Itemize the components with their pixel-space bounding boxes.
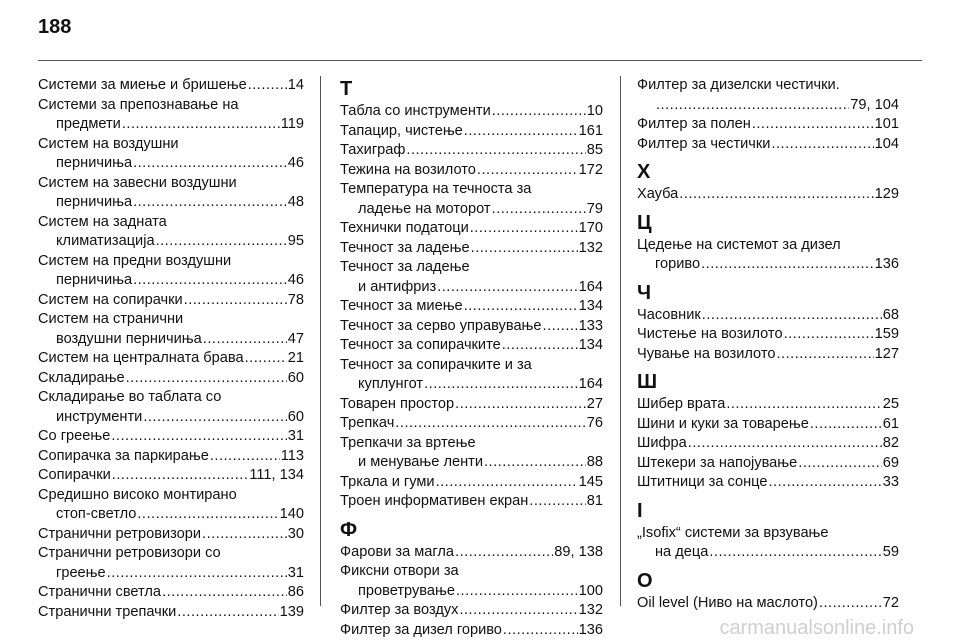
dot-leader bbox=[437, 278, 577, 298]
index-letter-heading: I bbox=[637, 499, 643, 522]
dot-leader bbox=[143, 408, 286, 428]
index-entry-page: 161 bbox=[578, 122, 603, 139]
index-entry-term: Течност за ладење bbox=[340, 239, 470, 256]
dot-leader bbox=[477, 161, 578, 181]
index-letter-heading: Т bbox=[340, 78, 353, 100]
index-entry-page: 164 bbox=[578, 376, 603, 392]
index-entry-page: 31 bbox=[287, 564, 304, 581]
index-entry-term: инструменти bbox=[56, 408, 143, 425]
index-letter-heading: Х bbox=[637, 161, 651, 183]
index-entry-page: 82 bbox=[882, 435, 899, 451]
index-entry-term: стоп-светло bbox=[56, 506, 137, 522]
index-entry bbox=[637, 76, 899, 96]
index-entry-term: перничиња bbox=[56, 272, 133, 288]
index-entry-page: 119 bbox=[280, 116, 304, 132]
dot-leader bbox=[455, 395, 586, 415]
index-entry-page: 33 bbox=[882, 474, 899, 490]
dot-leader bbox=[122, 115, 280, 135]
index-entry-term: Сопирачки bbox=[38, 467, 111, 483]
dot-leader bbox=[492, 200, 586, 220]
index-entry bbox=[38, 369, 304, 389]
dot-leader bbox=[436, 473, 578, 493]
index-entry-term: Сопирачка за паркирање bbox=[38, 447, 209, 464]
index-letter-heading: Ц bbox=[637, 211, 652, 234]
index-entry-page: 164 bbox=[578, 278, 603, 295]
dot-leader bbox=[112, 466, 249, 486]
index-entry-page: 72 bbox=[882, 594, 899, 611]
index-entry bbox=[38, 603, 304, 623]
index-entry-page: 85 bbox=[586, 142, 603, 158]
index-entry-term: Табла со инструменти bbox=[340, 103, 491, 119]
index-entry bbox=[340, 601, 603, 621]
index-entry-term: Шини и куки за товарење bbox=[637, 415, 809, 432]
index-entry-term: перничиња bbox=[56, 155, 133, 171]
index-entry-page: 133 bbox=[578, 317, 603, 334]
index-entry-term: предмети bbox=[56, 116, 121, 132]
dot-leader bbox=[656, 96, 849, 116]
index-entry-page: 159 bbox=[874, 326, 899, 342]
index-entry bbox=[637, 415, 899, 435]
index-entry bbox=[637, 115, 899, 135]
index-entry-page: 30 bbox=[287, 525, 304, 542]
index-entry-page: 27 bbox=[586, 395, 603, 412]
index-entry bbox=[340, 317, 603, 337]
index-entry-term: климатизација bbox=[56, 233, 155, 249]
dot-leader bbox=[202, 525, 287, 545]
index-entry-page: 69 bbox=[882, 454, 899, 471]
dot-leader bbox=[156, 232, 287, 252]
index-entry bbox=[637, 454, 899, 474]
dot-leader bbox=[543, 317, 578, 337]
index-entry-term: Тапацир, чистење bbox=[340, 122, 463, 139]
index-entry-term: Трепкачи за вртење bbox=[340, 434, 476, 451]
index-entry-page: 170 bbox=[578, 220, 603, 236]
index-entry-term: Течност за миење bbox=[340, 298, 463, 314]
index-entry-term: Фарови за магла bbox=[340, 543, 455, 560]
dot-leader bbox=[111, 427, 286, 447]
index-entry bbox=[38, 447, 304, 467]
index-entry-page: 101 bbox=[874, 116, 899, 132]
index-entry-page: 60 bbox=[287, 408, 304, 425]
index-letter-heading: O bbox=[637, 569, 653, 592]
index-entry-page: 134 bbox=[578, 337, 603, 353]
index-entry bbox=[340, 473, 603, 493]
index-entry-term: Странични ретровизори bbox=[38, 525, 202, 542]
dot-leader bbox=[459, 601, 577, 621]
dot-leader bbox=[464, 297, 578, 317]
index-entry bbox=[38, 213, 304, 252]
dot-leader bbox=[210, 447, 280, 467]
index-entry-term: Хауба bbox=[637, 186, 679, 202]
index-entry-term: воздушни перничиња bbox=[56, 330, 202, 347]
dot-leader bbox=[107, 564, 287, 584]
index-entry bbox=[637, 96, 899, 116]
index-entry-page: 132 bbox=[578, 239, 603, 256]
index-entry-term: Филтер за воздух bbox=[340, 602, 459, 618]
index-entry-term: Часовник bbox=[637, 306, 701, 323]
index-entry-term: Тахиграф bbox=[340, 142, 406, 158]
dot-leader bbox=[203, 330, 287, 350]
index-entry bbox=[340, 621, 603, 641]
index-entry bbox=[38, 135, 304, 174]
index-entry bbox=[38, 466, 304, 486]
index-entry bbox=[340, 122, 603, 142]
index-entry-page: 95 bbox=[287, 233, 304, 249]
index-entry-page: 59 bbox=[882, 544, 899, 560]
index-entry-term: Фиксни отвори за bbox=[340, 563, 459, 579]
index-entry-term: греење bbox=[56, 564, 106, 581]
index-entry bbox=[637, 395, 899, 415]
dot-leader bbox=[245, 349, 287, 369]
index-entry-page: 127 bbox=[874, 345, 899, 362]
index-entry-term: Систем на предни воздушни bbox=[38, 252, 232, 269]
index-entry-term: Филтер за честички bbox=[637, 135, 771, 152]
index-entry-term: Чистење на возилото bbox=[637, 326, 783, 342]
index-entry bbox=[38, 76, 304, 96]
index-entry-page: 100 bbox=[578, 582, 603, 599]
index-entry-page: 68 bbox=[882, 306, 899, 323]
index-entry-term: проветрување bbox=[358, 582, 455, 599]
index-entry bbox=[340, 102, 603, 122]
index-column-1 bbox=[38, 76, 304, 622]
index-entry-page: 79 bbox=[586, 200, 603, 217]
index-entry bbox=[637, 434, 899, 454]
index-entry-term: Складирање во таблата со bbox=[38, 389, 222, 405]
index-entry-term: Шибер врата bbox=[637, 396, 726, 412]
dot-leader bbox=[248, 76, 287, 96]
index-entry-term: Системи за препознавање на bbox=[38, 96, 239, 113]
index-entry bbox=[38, 525, 304, 545]
index-letter-heading: Ш bbox=[637, 371, 658, 393]
index-entry bbox=[340, 161, 603, 181]
index-entry-page: 113 bbox=[280, 447, 304, 464]
index-entry bbox=[637, 345, 899, 365]
index-entry bbox=[637, 473, 899, 493]
dot-leader bbox=[502, 336, 578, 356]
dot-leader bbox=[395, 414, 585, 434]
dot-leader bbox=[492, 102, 586, 122]
index-entry-term: Филтер за дизелски честички. bbox=[637, 77, 840, 93]
index-entry-page: 78 bbox=[287, 291, 304, 308]
index-entry bbox=[38, 349, 304, 369]
index-entry bbox=[340, 543, 603, 563]
index-entry-term: Странични светла bbox=[38, 584, 162, 600]
index-entry bbox=[340, 258, 603, 297]
index-entry bbox=[340, 336, 603, 356]
index-entry-page: 14 bbox=[287, 77, 304, 93]
dot-leader bbox=[133, 154, 287, 174]
index-entry-term: Странични трепачки bbox=[38, 603, 177, 620]
header-rule bbox=[38, 60, 922, 61]
index-entry-page: 21 bbox=[287, 350, 304, 366]
index-entry-term: Цедење на системот за дизел bbox=[637, 236, 841, 253]
index-entry-page: 25 bbox=[882, 396, 899, 412]
dot-leader bbox=[133, 193, 287, 213]
index-entry-term: „Isofix“ системи за врзување bbox=[637, 524, 829, 541]
index-entry-page: 81 bbox=[586, 493, 603, 509]
index-entry bbox=[637, 325, 899, 345]
index-entry bbox=[340, 414, 603, 434]
index-entry bbox=[340, 297, 603, 317]
index-entry-term: Течност за сопирачките bbox=[340, 337, 501, 353]
index-entry-page: 139 bbox=[279, 603, 304, 620]
index-entry-page: 88 bbox=[586, 454, 603, 470]
index-entry bbox=[38, 291, 304, 311]
index-entry-page: 60 bbox=[287, 369, 304, 386]
index-entry-term: перничиња bbox=[56, 194, 133, 210]
dot-leader bbox=[529, 492, 585, 512]
index-entry bbox=[38, 486, 304, 525]
dot-leader bbox=[701, 255, 874, 275]
index-entry bbox=[38, 174, 304, 213]
index-entry-page: 10 bbox=[586, 103, 603, 119]
index-entry-page: 136 bbox=[578, 621, 603, 638]
dot-leader bbox=[784, 325, 874, 345]
index-entry bbox=[637, 135, 899, 155]
index-entry bbox=[637, 185, 899, 205]
index-column-3 bbox=[637, 76, 899, 613]
index-entry bbox=[340, 434, 603, 473]
index-entry-term: и менување ленти bbox=[358, 454, 483, 470]
index-entry-page: 140 bbox=[279, 506, 304, 522]
index-entry-term: ладење на моторот bbox=[358, 200, 491, 217]
index-entry bbox=[637, 524, 899, 563]
index-entry bbox=[38, 252, 304, 291]
index-entry-term: Складирање bbox=[38, 369, 125, 386]
index-entry-term: Со греење bbox=[38, 428, 111, 444]
index-entry bbox=[340, 562, 603, 601]
index-entry-term: куплунгот bbox=[358, 376, 424, 392]
dot-leader bbox=[484, 453, 586, 473]
index-entry-page: 134 bbox=[578, 298, 603, 314]
index-entry-page: 172 bbox=[578, 161, 603, 178]
index-letter-heading: Ч bbox=[637, 281, 652, 304]
index-entry-page: 31 bbox=[287, 428, 304, 444]
dot-leader bbox=[471, 239, 578, 259]
index-entry-page: 47 bbox=[287, 330, 304, 347]
index-entry-page: 79, 104 bbox=[850, 96, 899, 113]
index-entry-term: Тежина на возилото bbox=[340, 161, 476, 178]
index-entry-page: 136 bbox=[874, 256, 899, 272]
column-divider bbox=[620, 76, 621, 606]
dot-leader bbox=[126, 369, 287, 389]
index-entry-term: Тркала и гуми bbox=[340, 473, 435, 490]
index-entry bbox=[340, 356, 603, 395]
index-entry-term: Систем на задната bbox=[38, 213, 167, 230]
dot-leader bbox=[798, 454, 881, 474]
column-divider bbox=[320, 76, 321, 606]
page-number: 188 bbox=[38, 16, 72, 38]
index-entry bbox=[340, 492, 603, 512]
index-entry-term: Товарен простор bbox=[340, 395, 455, 412]
index-entry bbox=[38, 96, 304, 135]
dot-leader bbox=[456, 582, 578, 602]
index-entry-term: Шифра bbox=[637, 435, 687, 451]
index-entry-term: Троен информативен екран bbox=[340, 493, 529, 509]
index-entry-term: Oil level (Ниво на маслото) bbox=[637, 594, 818, 611]
index-letter-heading: Ф bbox=[340, 518, 358, 541]
index-entry bbox=[637, 594, 899, 614]
index-entry bbox=[38, 427, 304, 447]
dot-leader bbox=[768, 473, 881, 493]
index-entry-term: Систем на воздушни bbox=[38, 135, 179, 152]
index-entry-term: гориво bbox=[655, 256, 701, 272]
index-entry-term: и антифриз bbox=[358, 278, 437, 295]
index-entry bbox=[38, 583, 304, 603]
index-entry-term: Систем на странични bbox=[38, 311, 184, 327]
index-entry-term: Систем на сопирачки bbox=[38, 291, 183, 308]
index-entry bbox=[38, 310, 304, 349]
index-entry-page: 86 bbox=[287, 584, 304, 600]
index-entry-term: на деца bbox=[655, 544, 709, 560]
dot-leader bbox=[464, 122, 578, 142]
dot-leader bbox=[810, 415, 882, 435]
dot-leader bbox=[771, 135, 873, 155]
dot-leader bbox=[424, 375, 578, 395]
index-entry bbox=[38, 544, 304, 583]
watermark: carmanualsonline.info bbox=[719, 617, 914, 639]
index-entry-page: 132 bbox=[578, 602, 603, 618]
index-entry-page: 111, 134 bbox=[249, 467, 304, 483]
index-entry bbox=[340, 141, 603, 161]
index-entry-term: Систем на централната брава bbox=[38, 350, 244, 366]
index-entry-page: 61 bbox=[882, 415, 899, 432]
index-column-2 bbox=[340, 76, 603, 640]
index-entry bbox=[340, 395, 603, 415]
index-entry-page: 89, 138 bbox=[554, 543, 603, 560]
dot-leader bbox=[137, 505, 278, 525]
index-entry-term: Странични ретровизори со bbox=[38, 545, 221, 561]
index-entry bbox=[637, 236, 899, 275]
index-entry-term: Системи за миење и бришење bbox=[38, 77, 247, 93]
index-entry-term: Систем на завесни воздушни bbox=[38, 174, 237, 191]
dot-leader bbox=[503, 621, 578, 641]
index-entry bbox=[340, 239, 603, 259]
index-entry-term: Течност за серво управување bbox=[340, 317, 542, 334]
index-entry-term: Течност за ладење bbox=[340, 259, 470, 275]
index-entry-term: Филтер за полен bbox=[637, 116, 751, 132]
index-entry-page: 48 bbox=[287, 194, 304, 210]
index-entry bbox=[38, 388, 304, 427]
index-entry-term: Штекери за напојување bbox=[637, 454, 798, 471]
index-entry-term: Технички податоци bbox=[340, 220, 469, 236]
dot-leader bbox=[776, 345, 873, 365]
dot-leader bbox=[133, 271, 287, 291]
dot-leader bbox=[819, 594, 882, 614]
index-entry-term: Трепкач bbox=[340, 415, 395, 431]
index-entry bbox=[340, 180, 603, 219]
dot-leader bbox=[177, 603, 278, 623]
index-entry-page: 46 bbox=[287, 155, 304, 171]
dot-leader bbox=[679, 185, 873, 205]
dot-leader bbox=[709, 543, 881, 563]
index-entry-page: 104 bbox=[874, 135, 899, 152]
dot-leader bbox=[406, 141, 585, 161]
index-entry-page: 129 bbox=[874, 186, 899, 202]
index-entry-page: 76 bbox=[586, 415, 603, 431]
index-entry-term: Течност за сопирачките и за bbox=[340, 356, 532, 373]
index-entry-term: Температура на течноста за bbox=[340, 181, 532, 197]
dot-leader bbox=[455, 543, 553, 563]
dot-leader bbox=[688, 434, 882, 454]
dot-leader bbox=[702, 306, 882, 326]
index-entry-term: Штитници за сонце bbox=[637, 474, 768, 490]
index-entry-term: Филтер за дизел гориво bbox=[340, 621, 502, 638]
dot-leader bbox=[726, 395, 881, 415]
dot-leader bbox=[184, 291, 287, 311]
index-entry-page: 46 bbox=[287, 272, 304, 288]
index-entry bbox=[340, 219, 603, 239]
index-entry-term: Средишно високо монтирано bbox=[38, 486, 237, 503]
index-entry-page: 145 bbox=[578, 473, 603, 490]
dot-leader bbox=[470, 219, 578, 239]
dot-leader bbox=[162, 583, 287, 603]
index-entry bbox=[637, 306, 899, 326]
dot-leader bbox=[752, 115, 874, 135]
index-entry-term: Чување на возилото bbox=[637, 345, 776, 362]
